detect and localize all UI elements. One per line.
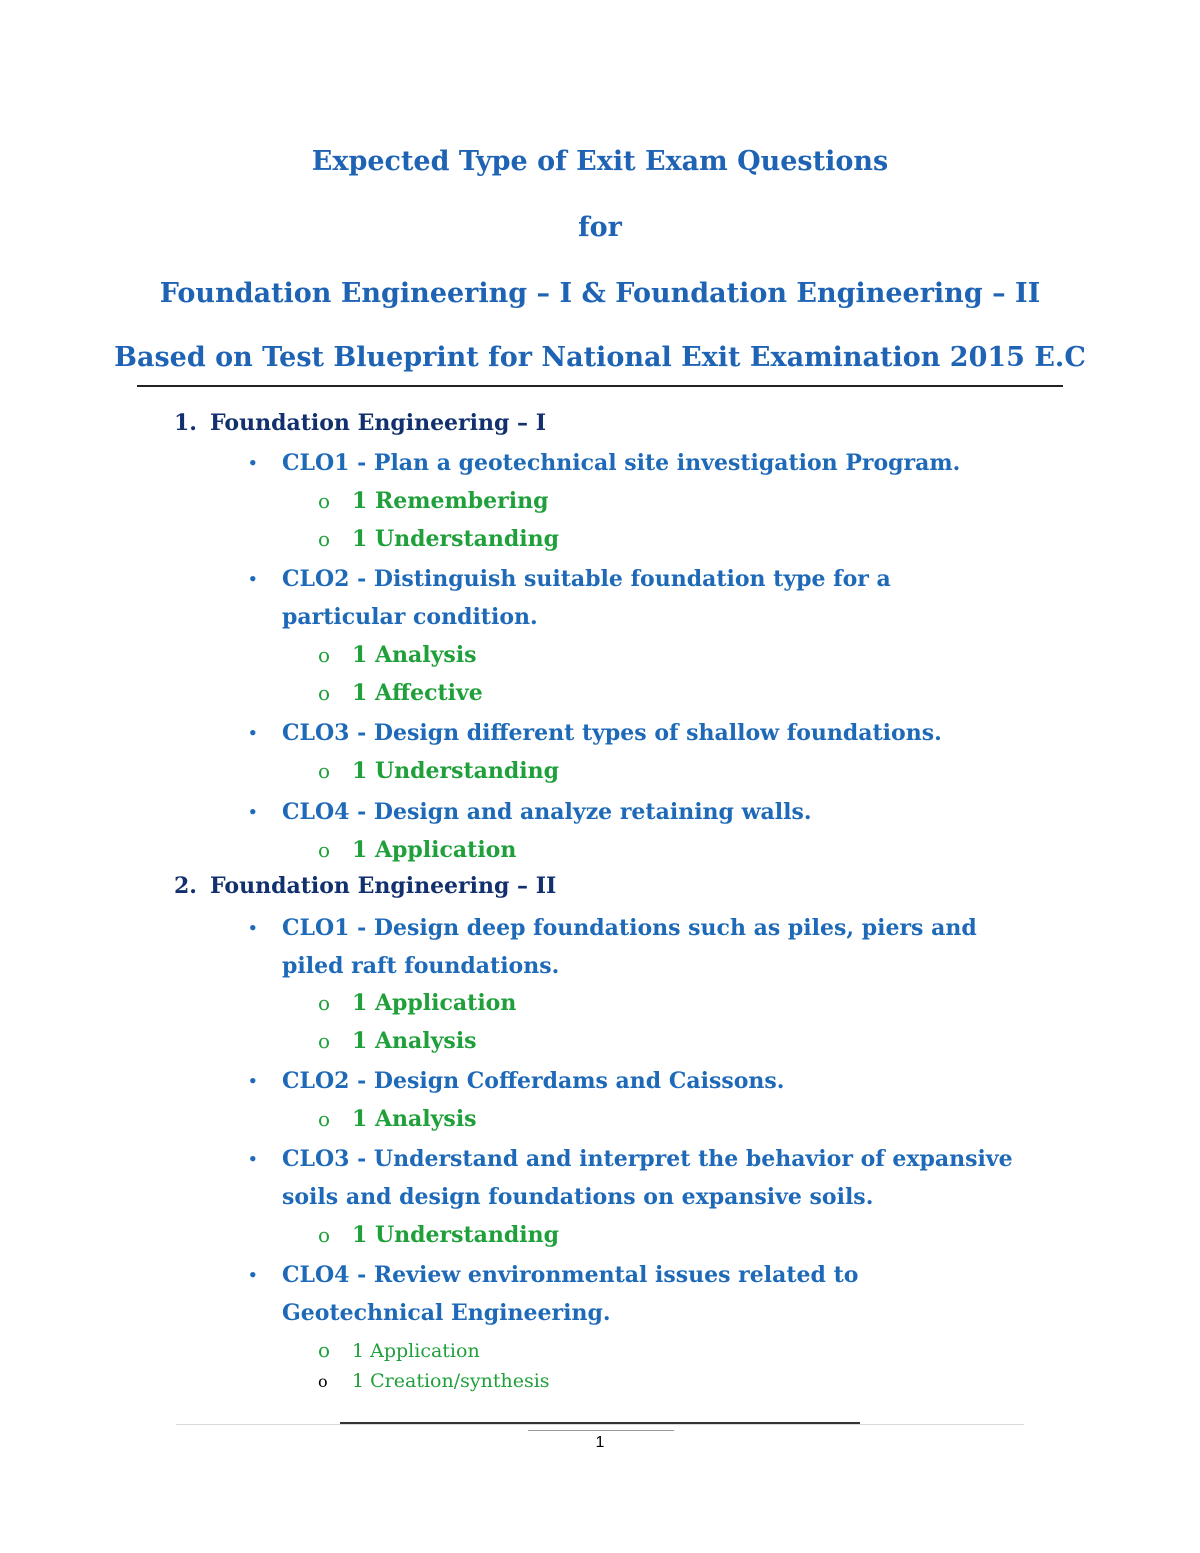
bullet-disc-icon: • (248, 454, 258, 472)
bullet-circle-icon: o (318, 991, 331, 1015)
level-text: 1 Remembering (352, 488, 549, 514)
clo-text: CLO1 - Design deep foundations such as piles, piers and piled raft foundations. (282, 915, 977, 979)
bullet-circle-icon: o (318, 1223, 331, 1247)
bullet-circle-icon: o (318, 1338, 331, 1362)
clo-text: CLO2 - Design Cofferdams and Caissons. (282, 1068, 785, 1094)
level-item (318, 1222, 559, 1248)
section-title: Foundation Engineering – I (210, 410, 546, 436)
section-number: 1. (174, 410, 197, 436)
level-item (318, 758, 559, 784)
footer-divider (340, 1422, 860, 1424)
clo-text: CLO3 - Design different types of shallow foundations. (282, 720, 942, 746)
bullet-circle-icon: o (318, 1029, 331, 1053)
bullet-circle-icon: o (318, 759, 331, 783)
section-heading-1 (174, 410, 546, 436)
clo-text: CLO3 - Understand and interpret the behavior of expansive soils and design foundations on expansive soils. (282, 1146, 1013, 1210)
level-item (318, 990, 516, 1016)
header-divider (137, 385, 1063, 387)
clo-item (248, 909, 1028, 985)
clo-item (248, 560, 968, 636)
clo-text: CLO2 - Distinguish suitable foundation type for a particular condition. (282, 566, 891, 630)
page-number: 1 (595, 1434, 605, 1451)
level-item (318, 1028, 477, 1054)
level-text: 1 Creation/synthesis (352, 1370, 550, 1392)
clo-item (248, 1140, 1058, 1216)
level-item (318, 488, 549, 514)
level-text: 1 Application (352, 990, 517, 1016)
level-text: 1 Understanding (352, 1222, 560, 1248)
level-text: 1 Affective (352, 680, 483, 706)
level-text: 1 Analysis (352, 642, 477, 668)
bullet-circle-icon: o (318, 489, 331, 513)
bullet-circle-icon: o (318, 527, 331, 551)
bullet-disc-icon: • (248, 1150, 258, 1168)
level-item (318, 1106, 477, 1132)
level-item (318, 837, 516, 863)
bullet-circle-icon: o (318, 681, 331, 705)
clo-item (248, 1062, 1048, 1100)
footer-divider-short (528, 1430, 674, 1431)
clo-item (248, 793, 1048, 831)
bullet-disc-icon: • (248, 803, 258, 821)
bullet-circle-icon: o (318, 838, 331, 862)
doc-title-line-2: for (578, 212, 622, 243)
bullet-disc-icon: • (248, 724, 258, 742)
section-heading-2 (174, 873, 556, 899)
bullet-circle-icon: o (318, 643, 331, 667)
level-item (318, 526, 559, 552)
level-text: 1 Analysis (352, 1028, 477, 1054)
section-number: 2. (174, 873, 197, 899)
level-text: 1 Understanding (352, 758, 560, 784)
bullet-circle-icon: o (318, 1372, 328, 1391)
level-item (318, 642, 477, 668)
bullet-disc-icon: • (248, 1072, 258, 1090)
level-item (318, 1370, 550, 1392)
clo-item (248, 714, 1048, 752)
doc-title-line-4: Based on Test Blueprint for National Exit Examination 2015 E.C (114, 342, 1086, 373)
level-text: 1 Understanding (352, 526, 560, 552)
level-text: 1 Analysis (352, 1106, 477, 1132)
bullet-disc-icon: • (248, 919, 258, 937)
clo-item (248, 444, 1048, 482)
level-text: 1 Application (352, 837, 517, 863)
bullet-disc-icon: • (248, 1266, 258, 1284)
clo-item (248, 1256, 978, 1332)
level-text: 1 Application (352, 1340, 480, 1362)
clo-text: CLO1 - Plan a geotechnical site investigation Program. (282, 450, 961, 476)
level-item (318, 1338, 480, 1362)
clo-text: CLO4 - Design and analyze retaining walls. (282, 799, 812, 825)
doc-title-line-1: Expected Type of Exit Exam Questions (311, 146, 889, 177)
doc-title-line-3: Foundation Engineering – I & Foundation Engineering – II (159, 278, 1041, 309)
section-title: Foundation Engineering – II (210, 873, 557, 899)
footer-divider-light (176, 1424, 1024, 1425)
bullet-disc-icon: • (248, 570, 258, 588)
level-item (318, 680, 483, 706)
bullet-circle-icon: o (318, 1107, 331, 1131)
clo-text: CLO4 - Review environmental issues related to Geotechnical Engineering. (282, 1262, 859, 1326)
